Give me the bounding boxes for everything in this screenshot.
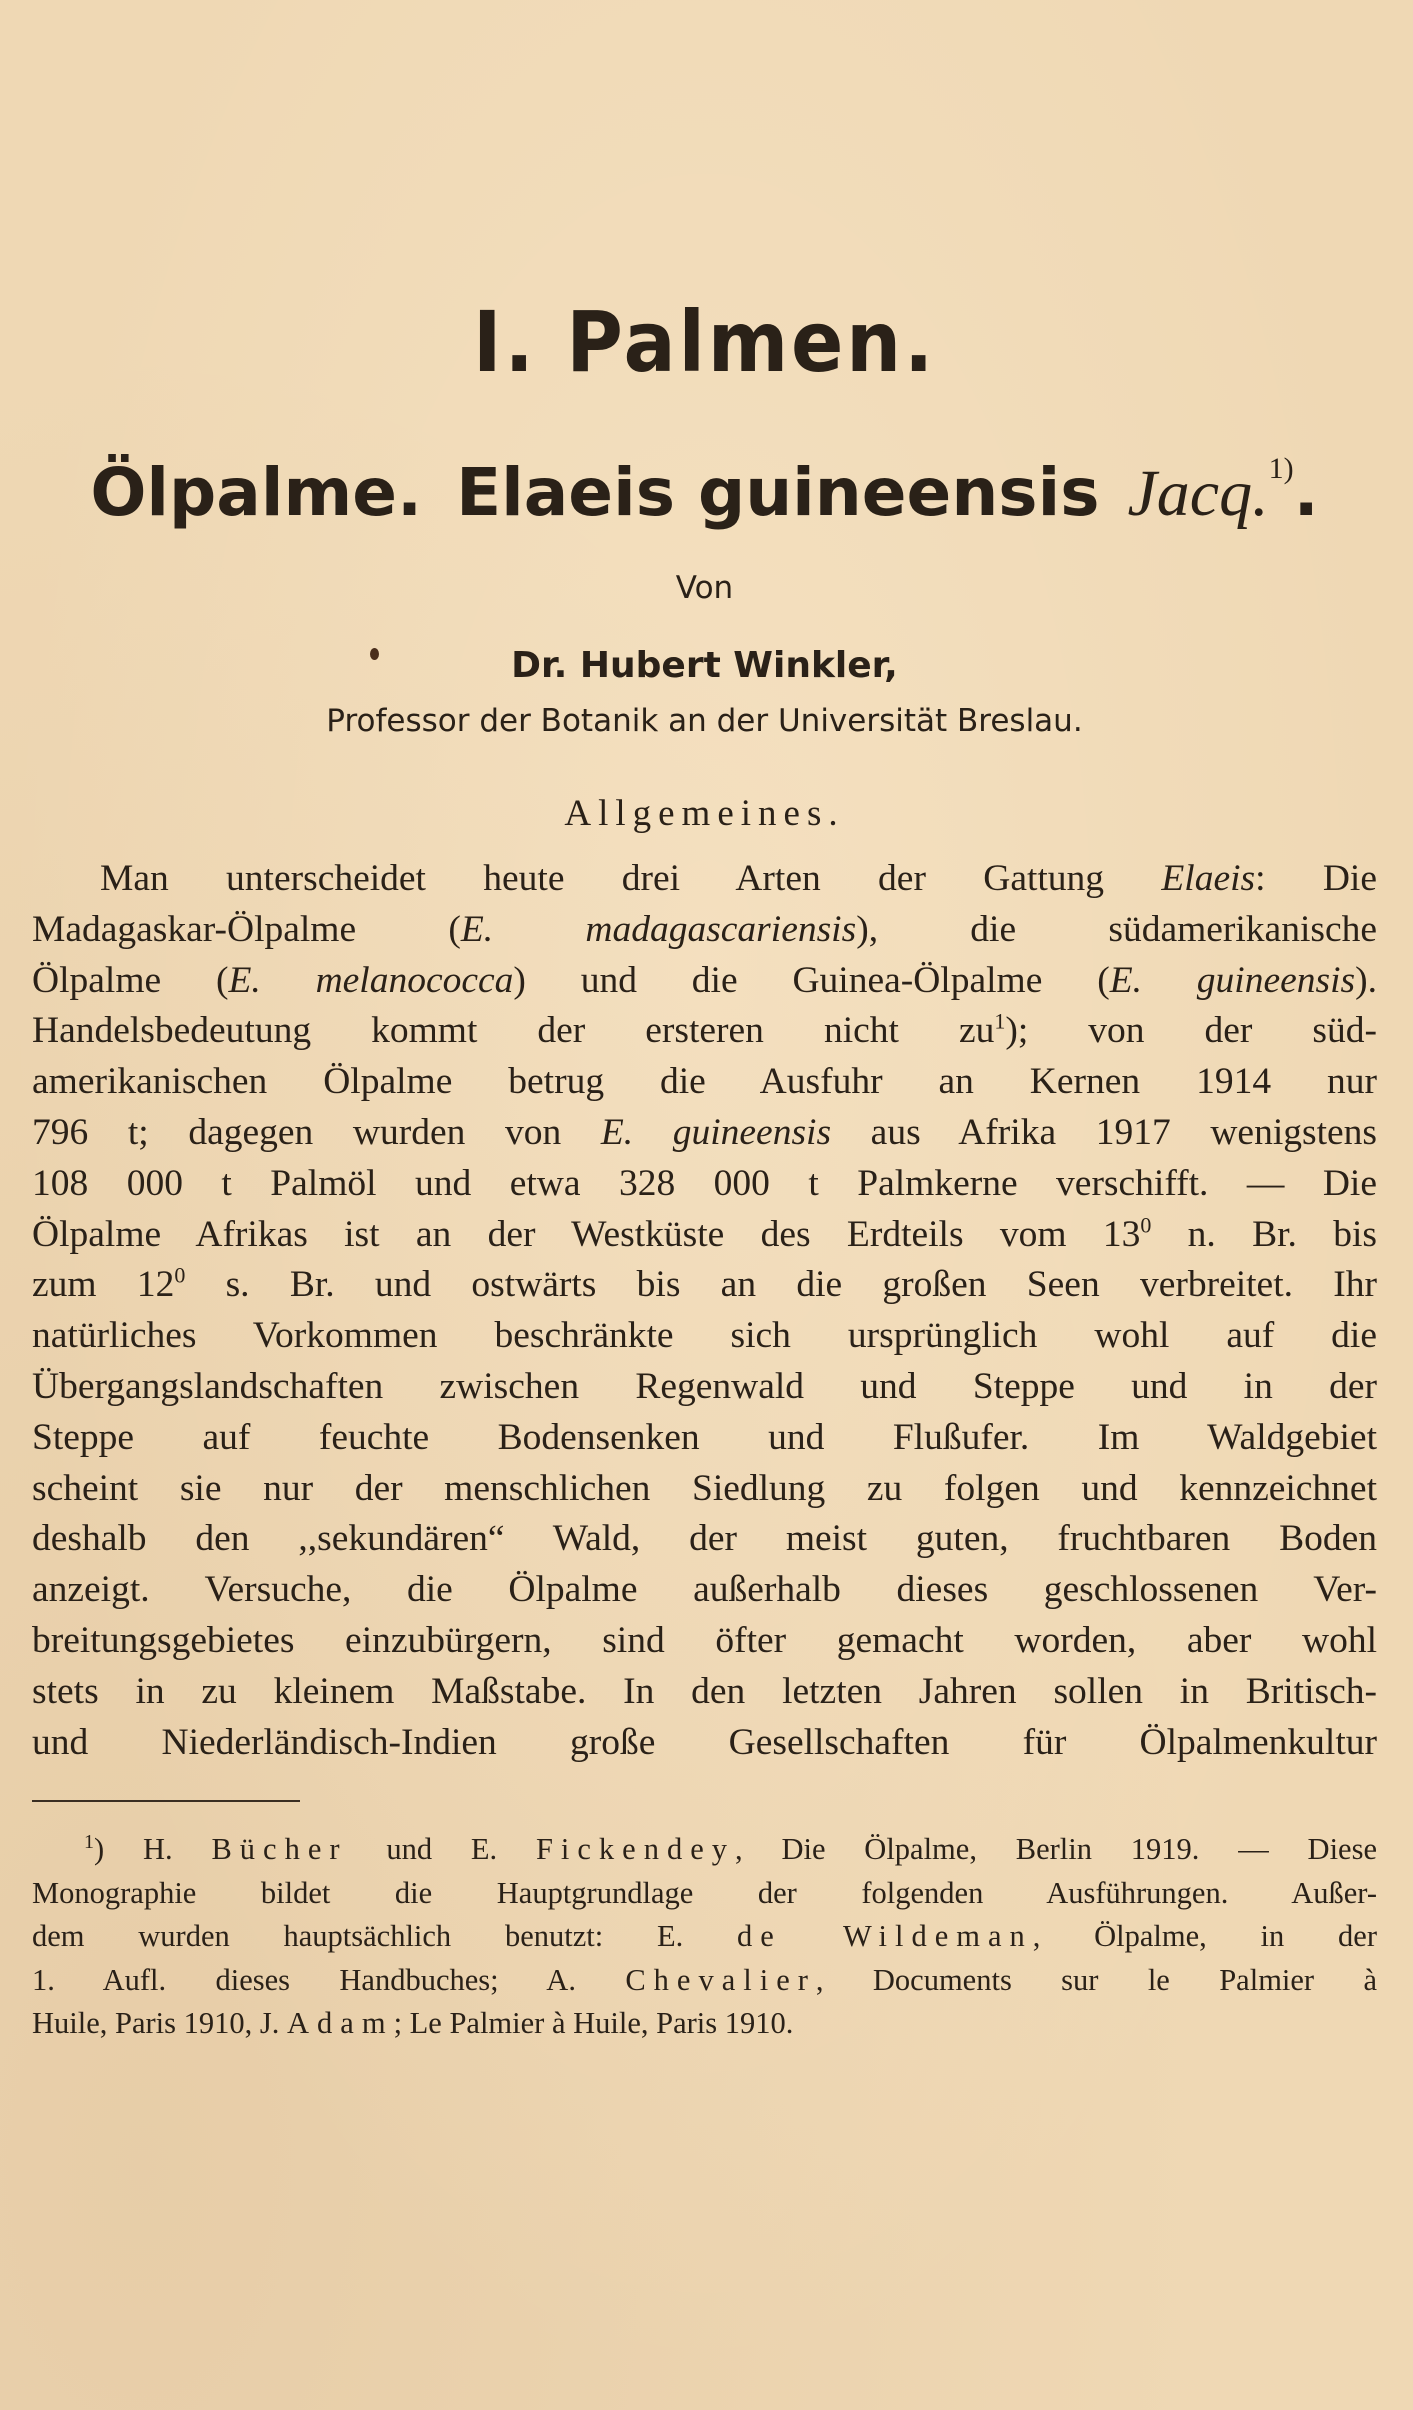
text-run: , Documents sur le Palmier à [815, 1962, 1377, 1997]
body-line [32, 1260, 1377, 1311]
text-run: und E. [347, 1832, 536, 1867]
body-line [32, 854, 1377, 905]
superscript: 0 [174, 1262, 186, 1288]
text-run: aus Afrika 1917 wenigstens [831, 1111, 1377, 1153]
article-title [32, 452, 1377, 531]
text-run: zum 12 [32, 1264, 175, 1306]
text-run: : Die [1255, 858, 1377, 899]
body-line [32, 1413, 1377, 1464]
text-run: breitungsgebietes einzubürgern, sind öfter gemacht worden, aber wohl [32, 1619, 1377, 1661]
text-run: Steppe auf feuchte Bodensenken und Flußufer. Im Waldgebiet [32, 1416, 1377, 1458]
body-line [32, 1006, 1377, 1057]
ink-speck [370, 648, 379, 660]
body-line [32, 956, 1377, 1007]
footnote-line [32, 1828, 1377, 1872]
body-line [32, 1514, 1377, 1565]
body-line [32, 1159, 1377, 1210]
body-line [32, 905, 1377, 956]
text-run: Ölpalme Afrikas ist an der Westküste des Erdteils vom 13 [32, 1213, 1141, 1255]
spaced-name: de Wildeman [736, 1919, 1033, 1954]
body-line [32, 1057, 1377, 1108]
text-run: und Niederländisch-Indien große Gesellschaften für Ölpalmenkultur [32, 1721, 1377, 1763]
article-title-common: Ölpalme. [90, 454, 423, 531]
text-run: ) und die Guinea-Ölpalme ( [513, 959, 1110, 1001]
text-run: ); von der süd- [1005, 1010, 1377, 1052]
text-run: Ölpalme ( [32, 959, 229, 1001]
text-run: s. Br. und ostwärts bis an die großen Seen verbreitet. Ihr [185, 1264, 1377, 1306]
text-run: anzeigt. Versuche, die Ölpalme außerhalb dieses geschlossenen Ver- [32, 1569, 1377, 1611]
text-run: deshalb den ,,sekundären“ Wald, der meist guten, fruchtbaren Boden [32, 1518, 1377, 1560]
book-page [32, 293, 1377, 2046]
text-run: stets in zu kleinem Maßstabe. In den letzten Jahren sollen in Britisch- [32, 1670, 1377, 1712]
spaced-name: Fickendey [535, 1832, 736, 1867]
superscript: 1 [994, 1008, 1006, 1034]
text-run: ), die südamerikanische [856, 908, 1377, 950]
by-label: Von [675, 570, 734, 606]
text-run: Huile, Paris 1910, J. [32, 2006, 288, 2041]
spaced-name: Adam [287, 2006, 394, 2041]
text-run: scheint sie nur der menschlichen Siedlung zu folgen und kennzeichnet [32, 1467, 1377, 1509]
text-run: Handelsbedeutung kommt der ersteren nicht zu [32, 1010, 995, 1052]
text-run: Man unterscheidet heute drei Arten der Gattung [100, 858, 1162, 899]
body-paragraph [32, 854, 1377, 1768]
italic-text: E. melanococca [228, 959, 514, 1001]
footnote-divider [32, 1800, 300, 1802]
italic-text: E. madagascariensis [460, 908, 857, 950]
text-run: amerikanischen Ölpalme betrug die Ausfuhr an Kernen 1914 nur [32, 1061, 1377, 1103]
superscript: 0 [1140, 1212, 1152, 1238]
superscript: 1 [84, 1831, 94, 1854]
italic-text: E. guineensis [1109, 959, 1356, 1001]
article-title-end: . [1293, 454, 1319, 531]
body-line [32, 1362, 1377, 1413]
text-run: ) H. [94, 1832, 212, 1867]
body-line [32, 1565, 1377, 1616]
body-line [32, 1210, 1377, 1261]
text-run: Monographie bildet die Hauptgrundlage der folgenden Ausführungen. Außer- [32, 1875, 1377, 1910]
text-run: 108 000 t Palmöl und etwa 328 000 t Palmkerne verschifft. — Die [32, 1162, 1377, 1204]
body-line [32, 1464, 1377, 1515]
text-run: , Ölpalme, in der [1032, 1919, 1377, 1954]
article-title-footnote-ref: 1) [1268, 452, 1294, 485]
text-run: ). [1355, 959, 1377, 1001]
chapter-title: I. Palmen. [472, 293, 937, 391]
article-title-authority: Jacq. [1127, 457, 1269, 530]
text-run: 796 t; dagegen wurden von [32, 1111, 601, 1153]
italic-text: E. guineensis [600, 1111, 832, 1153]
footnote-line [32, 2002, 1377, 2046]
text-run: Madagaskar-Ölpalme ( [32, 908, 461, 950]
body-line [32, 1718, 1377, 1769]
article-title-scientific: Elaeis guineensis [456, 454, 1100, 531]
spaced-name: Chevalier [625, 1962, 816, 1997]
author-name: Dr. Hubert Winkler, [511, 645, 898, 686]
text-run: n. Br. bis [1151, 1213, 1377, 1255]
text-run: dem wurden hauptsächlich benutzt: E. [32, 1919, 737, 1954]
body-line [32, 1108, 1377, 1159]
text-run: Übergangslandschaften zwischen Regenwald und Steppe und in der [32, 1365, 1377, 1407]
author-affiliation: Professor der Botanik an der Universität Breslau. [326, 703, 1083, 739]
text-run: ; Le Palmier à Huile, Paris 1910. [393, 2006, 794, 2041]
italic-text: Elaeis [1161, 858, 1256, 899]
text-run: 1. Aufl. dieses Handbuches; A. [32, 1962, 626, 1997]
body-line [32, 1667, 1377, 1718]
section-heading: Allgemeines. [564, 793, 845, 834]
text-run: , Die Ölpalme, Berlin 1919. — Diese [735, 1832, 1377, 1867]
footnote-line [32, 1915, 1377, 1959]
text-run: natürliches Vorkommen beschränkte sich ursprünglich wohl auf die [32, 1315, 1377, 1357]
footnote-line [32, 1872, 1377, 1916]
spaced-name: Bücher [211, 1832, 348, 1867]
body-line [32, 1311, 1377, 1362]
body-line [32, 1616, 1377, 1667]
footnotes [32, 1828, 1377, 2046]
footnote-line [32, 1959, 1377, 2003]
